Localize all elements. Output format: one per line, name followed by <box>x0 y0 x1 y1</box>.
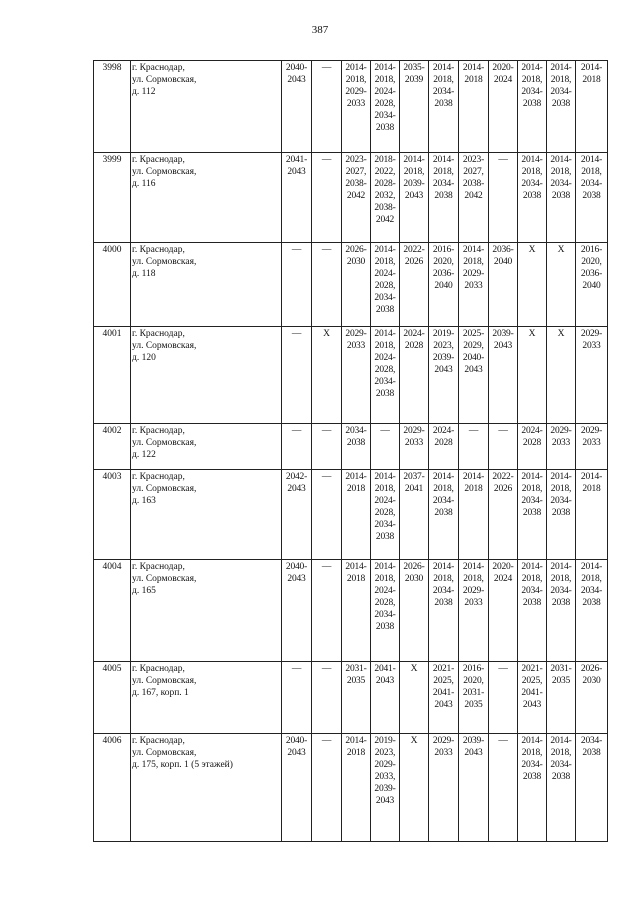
schedule-cell: 2014- 2018, 2034- 2038 <box>518 61 547 153</box>
schedule-cell: 2014- 2018 <box>342 470 371 560</box>
schedule-cell: 2014- 2018, 2024- 2028, 2034- 2038 <box>371 61 400 153</box>
schedule-cell: 2020- 2024 <box>489 560 518 662</box>
table-row <box>94 61 608 153</box>
table-row <box>94 153 608 243</box>
schedule-cell: — <box>371 424 400 470</box>
schedule-cell: X <box>400 662 429 734</box>
repair-schedule-table <box>93 60 608 842</box>
schedule-cell: X <box>547 327 576 424</box>
row-address: г. Краснодар, ул. Сормовская, д. 116 <box>131 153 282 243</box>
row-address: г. Краснодар, ул. Сормовская, д. 112 <box>131 61 282 153</box>
schedule-cell: 2034- 2038 <box>342 424 371 470</box>
row-address: г. Краснодар, ул. Сормовская, д. 165 <box>131 560 282 662</box>
schedule-cell: 2029- 2033 <box>576 327 608 424</box>
schedule-cell: 2021- 2025, 2041- 2043 <box>518 662 547 734</box>
schedule-cell: 2041- 2043 <box>282 153 312 243</box>
schedule-cell: 2026- 2030 <box>576 662 608 734</box>
schedule-cell: — <box>312 662 342 734</box>
row-number: 4000 <box>94 243 131 327</box>
row-number: 4006 <box>94 734 131 842</box>
table-row <box>94 560 608 662</box>
schedule-cell: 2014- 2018, 2029- 2033 <box>342 61 371 153</box>
schedule-cell: 2016- 2020, 2036- 2040 <box>429 243 459 327</box>
schedule-cell: — <box>489 734 518 842</box>
schedule-cell: 2029- 2033 <box>547 424 576 470</box>
schedule-cell: — <box>312 470 342 560</box>
schedule-cell: — <box>459 424 489 470</box>
row-number: 4003 <box>94 470 131 560</box>
row-address: г. Краснодар, ул. Сормовская, д. 163 <box>131 470 282 560</box>
schedule-cell: 2023- 2027, 2038- 2042 <box>342 153 371 243</box>
schedule-cell: 2014- 2018, 2039- 2043 <box>400 153 429 243</box>
schedule-cell: 2014- 2018, 2034- 2038 <box>576 153 608 243</box>
row-number: 3998 <box>94 61 131 153</box>
page-number: 387 <box>311 24 329 36</box>
schedule-cell: — <box>282 243 312 327</box>
schedule-cell: 2014- 2018, 2034- 2038 <box>429 61 459 153</box>
schedule-cell: 2014- 2018, 2024- 2028, 2034- 2038 <box>371 327 400 424</box>
schedule-cell: 2016- 2020, 2031- 2035 <box>459 662 489 734</box>
schedule-cell: 2040- 2043 <box>282 560 312 662</box>
schedule-cell: — <box>312 734 342 842</box>
table-row <box>94 734 608 842</box>
schedule-cell: 2034- 2038 <box>576 734 608 842</box>
schedule-cell: — <box>282 424 312 470</box>
schedule-cell: 2014- 2018, 2034- 2038 <box>576 560 608 662</box>
row-address: г. Краснодар, ул. Сормовская, д. 122 <box>131 424 282 470</box>
row-number: 4001 <box>94 327 131 424</box>
schedule-cell: 2014- 2018, 2034- 2038 <box>518 734 547 842</box>
schedule-cell: 2014- 2018 <box>459 470 489 560</box>
table-row <box>94 243 608 327</box>
schedule-cell: 2026- 2030 <box>342 243 371 327</box>
schedule-cell: — <box>489 153 518 243</box>
row-address: г. Краснодар, ул. Сормовская, д. 167, корп. 1 <box>131 662 282 734</box>
schedule-cell: — <box>312 243 342 327</box>
row-address: г. Краснодар, ул. Сормовская, д. 120 <box>131 327 282 424</box>
schedule-cell: 2037- 2041 <box>400 470 429 560</box>
schedule-cell: — <box>312 560 342 662</box>
schedule-cell: — <box>489 424 518 470</box>
schedule-cell: 2014- 2018, 2024- 2028, 2034- 2038 <box>371 243 400 327</box>
schedule-cell: 2035- 2039 <box>400 61 429 153</box>
schedule-cell: 2014- 2018 <box>459 61 489 153</box>
schedule-cell: 2014- 2018 <box>576 61 608 153</box>
schedule-cell: 2029- 2033 <box>429 734 459 842</box>
schedule-cell: 2014- 2018, 2029- 2033 <box>459 560 489 662</box>
table-row <box>94 327 608 424</box>
schedule-cell: 2023- 2027, 2038- 2042 <box>459 153 489 243</box>
schedule-cell: 2019- 2023, 2029- 2033, 2039- 2043 <box>371 734 400 842</box>
schedule-cell: 2040- 2043 <box>282 734 312 842</box>
schedule-cell: 2019- 2023, 2039- 2043 <box>429 327 459 424</box>
schedule-cell: 2014- 2018, 2034- 2038 <box>547 61 576 153</box>
schedule-cell: 2042- 2043 <box>282 470 312 560</box>
schedule-cell: 2029- 2033 <box>400 424 429 470</box>
schedule-cell: 2014- 2018, 2034- 2038 <box>547 153 576 243</box>
row-number: 3999 <box>94 153 131 243</box>
schedule-cell: — <box>282 662 312 734</box>
schedule-cell: 2014- 2018, 2034- 2038 <box>429 560 459 662</box>
schedule-cell: 2031- 2035 <box>547 662 576 734</box>
schedule-cell: 2014- 2018 <box>342 560 371 662</box>
schedule-cell: 2021- 2025, 2041- 2043 <box>429 662 459 734</box>
schedule-cell: — <box>312 153 342 243</box>
schedule-cell: 2022- 2026 <box>400 243 429 327</box>
schedule-cell: 2031- 2035 <box>342 662 371 734</box>
schedule-cell: 2020- 2024 <box>489 61 518 153</box>
schedule-cell: 2039- 2043 <box>489 327 518 424</box>
schedule-cell: 2014- 2018 <box>576 470 608 560</box>
row-address: г. Краснодар, ул. Сормовская, д. 175, корп. 1 (5 этажей) <box>131 734 282 842</box>
schedule-cell: 2036- 2040 <box>489 243 518 327</box>
schedule-cell: 2014- 2018, 2034- 2038 <box>518 560 547 662</box>
schedule-cell: 2014- 2018, 2034- 2038 <box>547 734 576 842</box>
schedule-cell: 2014- 2018, 2034- 2038 <box>518 470 547 560</box>
schedule-cell: 2029- 2033 <box>576 424 608 470</box>
schedule-cell: 2024- 2028 <box>400 327 429 424</box>
schedule-cell: 2014- 2018, 2034- 2038 <box>547 470 576 560</box>
schedule-cell: 2025- 2029, 2040- 2043 <box>459 327 489 424</box>
schedule-cell: 2022- 2026 <box>489 470 518 560</box>
schedule-cell: 2024- 2028 <box>518 424 547 470</box>
schedule-cell: 2014- 2018, 2029- 2033 <box>459 243 489 327</box>
schedule-cell: — <box>312 424 342 470</box>
schedule-cell: 2041- 2043 <box>371 662 400 734</box>
row-number: 4002 <box>94 424 131 470</box>
schedule-cell: 2026- 2030 <box>400 560 429 662</box>
schedule-cell: 2014- 2018, 2034- 2038 <box>429 153 459 243</box>
schedule-cell: 2029- 2033 <box>342 327 371 424</box>
schedule-cell: X <box>518 327 547 424</box>
schedule-cell: 2024- 2028 <box>429 424 459 470</box>
schedule-cell: 2014- 2018, 2034- 2038 <box>429 470 459 560</box>
schedule-cell: 2016- 2020, 2036- 2040 <box>576 243 608 327</box>
table-row <box>94 662 608 734</box>
schedule-cell: 2014- 2018, 2024- 2028, 2034- 2038 <box>371 560 400 662</box>
row-number: 4004 <box>94 560 131 662</box>
schedule-cell: 2014- 2018 <box>342 734 371 842</box>
schedule-cell: 2040- 2043 <box>282 61 312 153</box>
schedule-cell: 2018- 2022, 2028- 2032, 2038- 2042 <box>371 153 400 243</box>
table-row <box>94 424 608 470</box>
schedule-cell: 2014- 2018, 2034- 2038 <box>518 153 547 243</box>
schedule-cell: X <box>312 327 342 424</box>
schedule-cell: — <box>282 327 312 424</box>
schedule-cell: 2014- 2018, 2024- 2028, 2034- 2038 <box>371 470 400 560</box>
schedule-cell: — <box>312 61 342 153</box>
schedule-cell: 2039- 2043 <box>459 734 489 842</box>
schedule-cell: — <box>489 662 518 734</box>
row-address: г. Краснодар, ул. Сормовская, д. 118 <box>131 243 282 327</box>
row-number: 4005 <box>94 662 131 734</box>
schedule-cell: 2014- 2018, 2034- 2038 <box>547 560 576 662</box>
table-row <box>94 470 608 560</box>
schedule-cell: X <box>400 734 429 842</box>
schedule-cell: X <box>518 243 547 327</box>
schedule-cell: X <box>547 243 576 327</box>
